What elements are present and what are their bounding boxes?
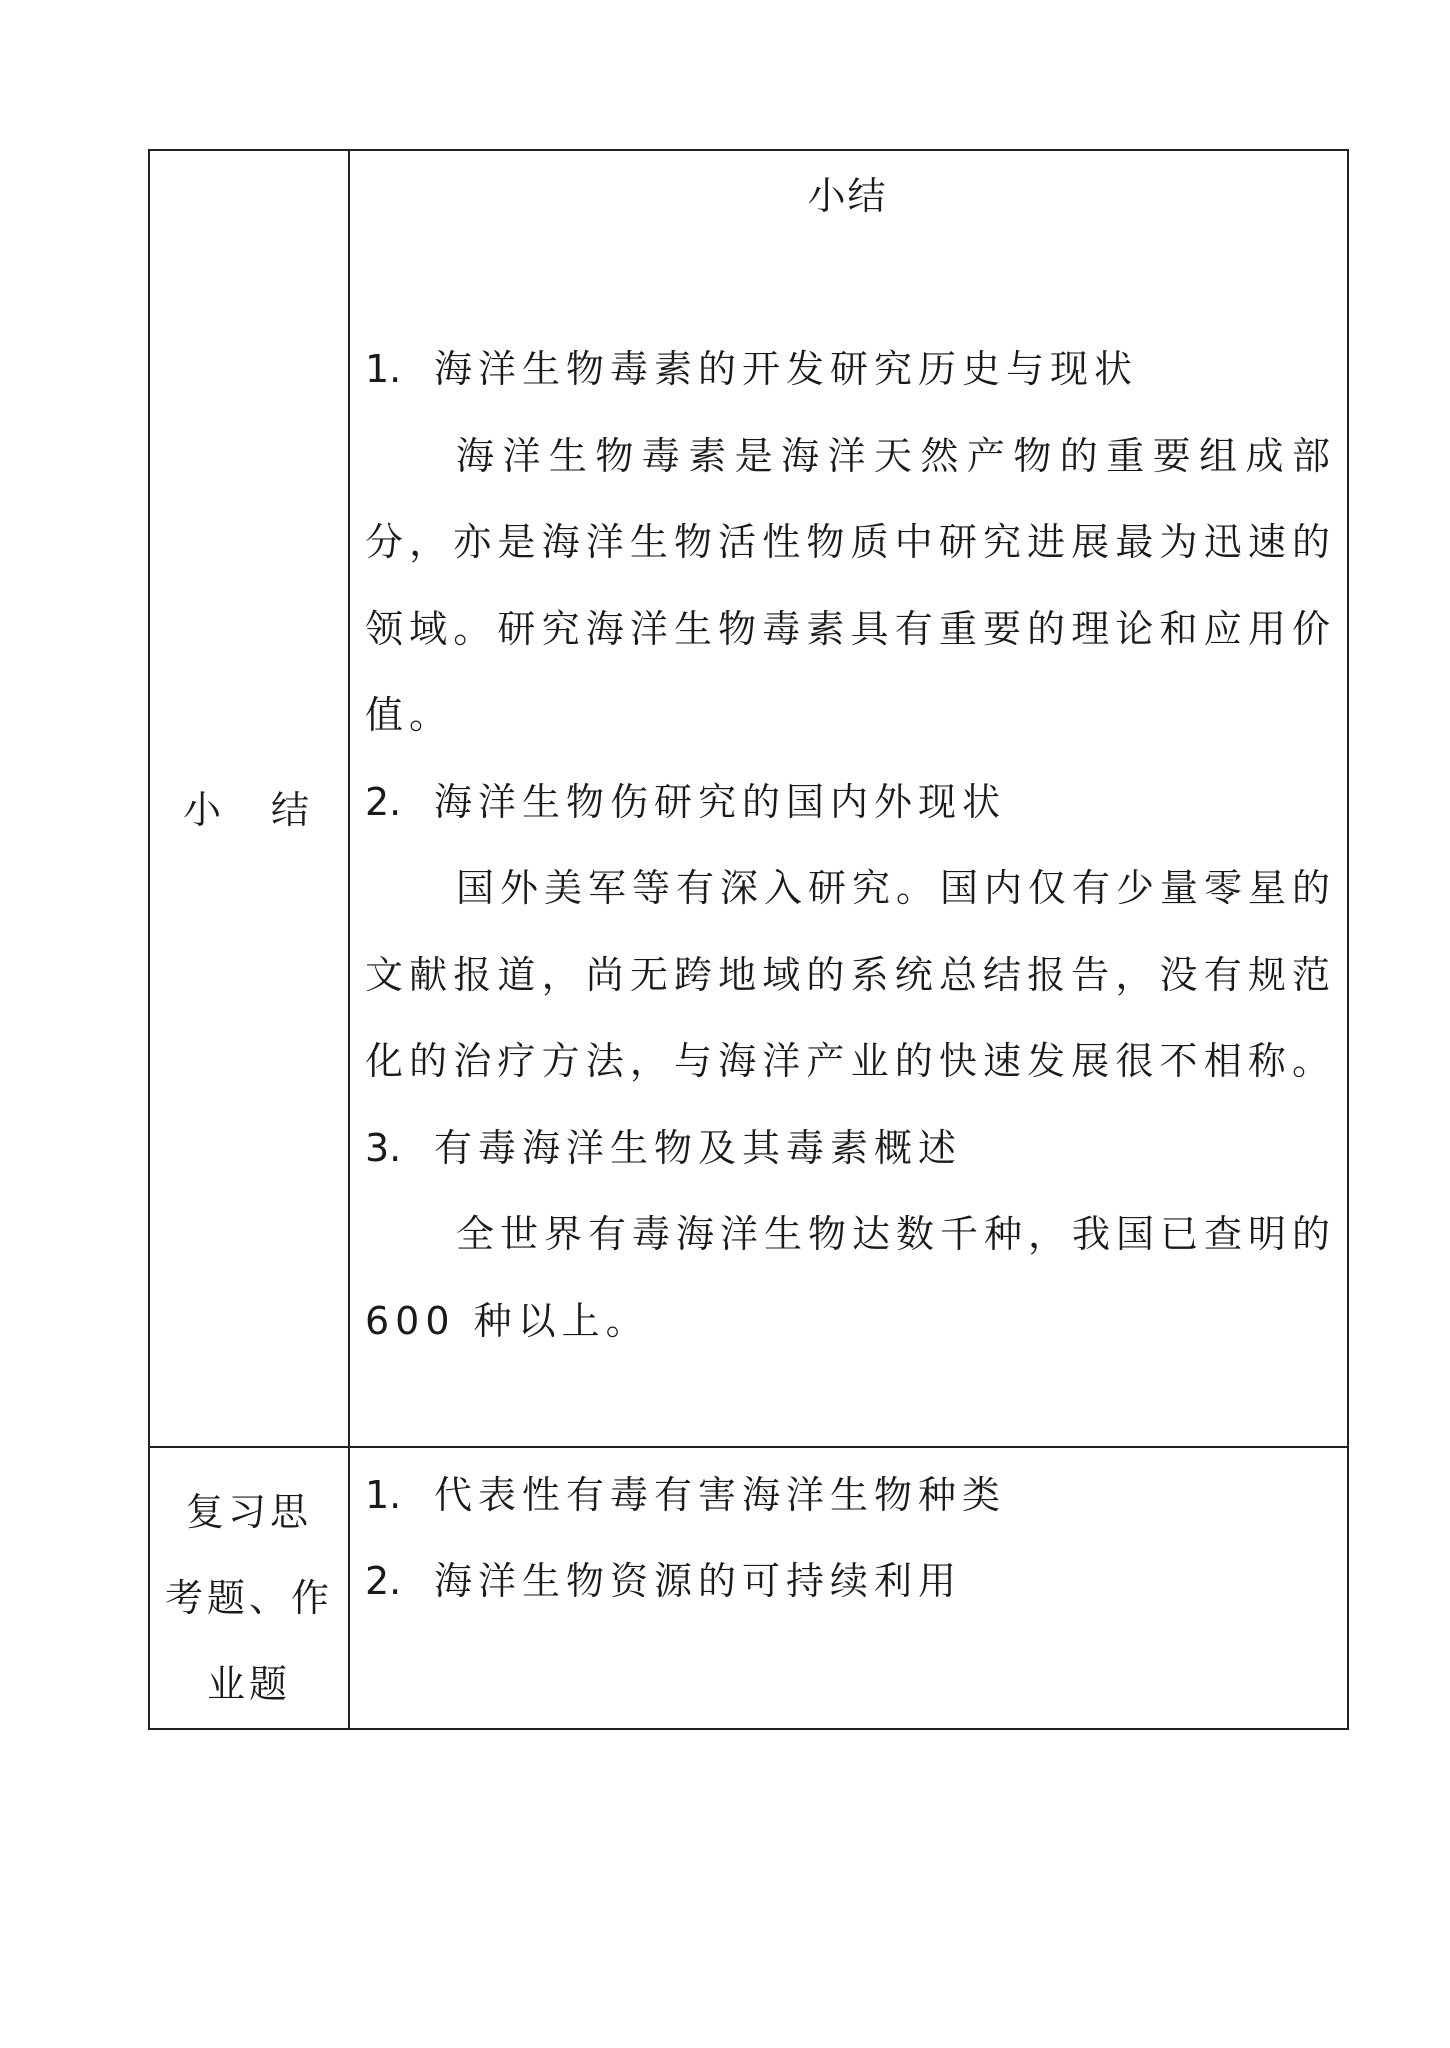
section-3-line: 全世界有毒海洋生物达数千种，我国已查明的 <box>456 1212 1330 1256</box>
review-content <box>365 1452 1330 1624</box>
section-heading-text: 海洋生物毒素的开发研究历史与现状 <box>434 347 1139 391</box>
review-item <box>365 1452 1330 1538</box>
review-item-number: 2. <box>365 1559 402 1603</box>
row-divider <box>148 1446 1349 1448</box>
section-1-line: 分，亦是海洋生物活性物质中研究进展最为迅速的 <box>365 520 1330 564</box>
section-number: 1. <box>365 347 402 391</box>
review-item-text: 海洋生物资源的可持续利用 <box>434 1559 963 1603</box>
review-item <box>365 1538 1330 1624</box>
section-1-line: 海洋生物毒素是海洋天然产物的重要组成部 <box>456 433 1330 478</box>
section-heading-text: 海洋生物伤研究的国内外现状 <box>434 779 1007 824</box>
summary-title: 小结 <box>807 174 888 218</box>
section-2-line: 文献报道，尚无跨地域的系统总结报告，没有规范 <box>365 952 1330 997</box>
section-2-line: 化的治疗方法，与海洋产业的快速发展很不相称。 <box>365 1039 1330 1083</box>
review-label-line: 考题、作 <box>164 1576 333 1620</box>
column-divider <box>348 149 350 1730</box>
section-heading-text: 有毒海洋生物及其毒素概述 <box>434 1125 963 1170</box>
summary-row-label <box>150 151 348 1446</box>
review-item-text: 代表性有毒有害海洋生物种类 <box>434 1473 1007 1517</box>
blank-line <box>365 240 1330 327</box>
section-2-line: 国外美军等有深入研究。国内仅有少量零星的 <box>456 866 1330 910</box>
section-3-heading <box>365 1105 1330 1192</box>
section-number: 3. <box>365 1125 402 1170</box>
review-label-line: 复习思 <box>185 1490 312 1534</box>
section-1-line: 值。 <box>365 693 454 737</box>
review-item-number: 1. <box>365 1473 402 1517</box>
section-2-heading <box>365 759 1330 846</box>
summary-label-text: 小 结 <box>182 788 315 832</box>
section-3-line: 600 种以上。 <box>365 1298 650 1343</box>
section-1-heading <box>365 326 1330 413</box>
review-label-line: 业题 <box>206 1662 291 1706</box>
section-1-line: 领域。研究海洋生物毒素具有重要的理论和应用价 <box>365 606 1330 651</box>
review-row-label <box>150 1469 348 1727</box>
section-number: 2. <box>365 779 402 824</box>
summary-content <box>365 153 1330 1364</box>
